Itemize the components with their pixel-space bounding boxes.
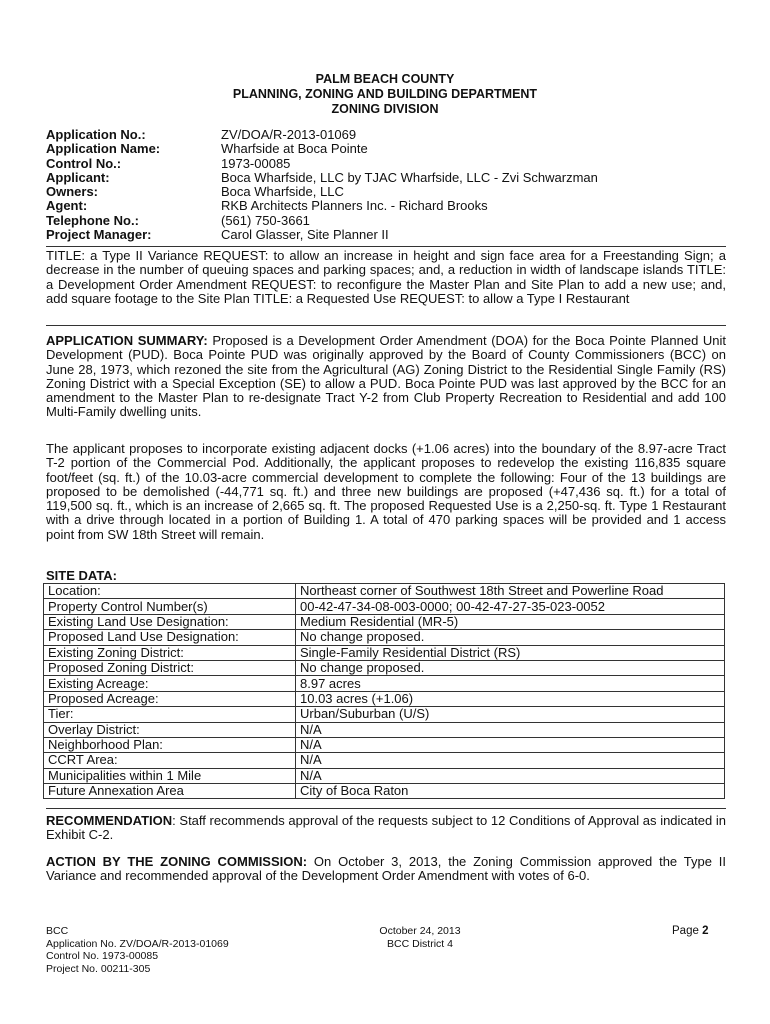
site-data-label: Existing Acreage:: [44, 676, 296, 691]
info-label: Applicant:: [46, 169, 110, 185]
site-data-value: Medium Residential (MR-5): [296, 614, 725, 629]
table-row: [44, 753, 725, 768]
site-data-label: Proposed Acreage:: [44, 691, 296, 706]
info-label: Owners:: [46, 184, 99, 200]
info-label: Application No.:: [46, 127, 146, 142]
info-row: [46, 157, 736, 171]
site-data-value: N/A: [296, 768, 725, 783]
page-number: [672, 925, 708, 938]
recommendation-paragraph: [46, 814, 726, 843]
site-data-label: Neighborhood Plan:: [44, 737, 296, 752]
footer-left: [46, 925, 229, 975]
application-info: [46, 128, 736, 242]
zoning-commission-action-paragraph: [46, 855, 726, 884]
info-value: RKB Architects Planners Inc. - Richard Brooks: [221, 198, 488, 214]
site-data-table: [43, 583, 725, 799]
info-value: Boca Wharfside, LLC: [221, 184, 344, 200]
site-data-heading: SITE DATA:: [46, 568, 118, 583]
footer-center: [360, 925, 480, 950]
table-row: [44, 737, 725, 752]
site-data-label: Overlay District:: [44, 722, 296, 737]
site-data-value: Northeast corner of Southwest 18th Street and Powerline Road: [296, 584, 725, 599]
table-row: [44, 691, 725, 706]
divider: [46, 246, 726, 247]
info-value: ZV/DOA/R-2013-01069: [221, 127, 357, 142]
site-data-value: N/A: [296, 753, 725, 768]
action-text: On October 3, 2013, the Zoning Commission approved the Type II Variance and recommended approval of the Development Order Amendment with votes of 6-0.: [46, 854, 726, 884]
footer-application-no: Application No. ZV/DOA/R-2013-01069: [46, 937, 229, 950]
footer-bcc: BCC: [46, 925, 69, 937]
summary-detail-paragraph: The applicant proposes to incorporate existing adjacent docks (+1.06 acres) into the boundary of the 8.97-acre Tract T-2 portion of the Commercial Pod. Additionally, the applicant proposes to redevelop the existing 116,835 square foot/feet (sq. ft.) of the 10.03-acre commercial development to complete the following: Four of the 13 buildings are proposed to be demolished (-44,771 sq. ft.) and three new buildings are proposed (+47,436 sq. ft.) for a total of 119,500 sq. ft., which is an increase of 2,665 sq. ft. The proposed Requested Use is a 2,250-sq. ft. Type 1 Restaurant with a drive through located in a portion of Building 1. A total of 470 parking spaces will be provided and 1 access point from SW 18th Street will remain.: [46, 441, 726, 542]
table-row: [44, 722, 725, 737]
table-row: [44, 630, 725, 645]
table-row: [44, 645, 725, 660]
info-value: Carol Glasser, Site Planner II: [221, 227, 389, 243]
table-row: [44, 707, 725, 722]
header-county: PALM BEACH COUNTY: [315, 72, 455, 86]
info-row: [46, 185, 736, 199]
site-data-label: Future Annexation Area: [44, 784, 296, 799]
divider: [46, 808, 726, 809]
recommendation-text: : Staff recommends approval of the requests subject to 12 Conditions of Approval as indicated in Exhibit C-2.: [46, 813, 726, 843]
site-data-label: Proposed Land Use Designation:: [44, 630, 296, 645]
recommendation-heading: RECOMMENDATION: [46, 813, 173, 828]
table-row: [44, 599, 725, 614]
site-data-label: CCRT Area:: [44, 753, 296, 768]
site-data-value: 00-42-47-34-08-003-0000; 00-42-47-27-35-023-0052: [296, 599, 725, 614]
info-label: Project Manager:: [46, 227, 152, 243]
table-row: [44, 768, 725, 783]
footer-project-no: Project No. 00211-305: [46, 962, 151, 975]
info-value: Wharfside at Boca Pointe: [221, 141, 368, 157]
summary-heading: APPLICATION SUMMARY:: [46, 333, 208, 348]
info-label: Telephone No.:: [46, 212, 139, 228]
header-division: ZONING DIVISION: [331, 102, 439, 116]
info-label: Agent:: [46, 198, 88, 214]
site-data-label: Proposed Zoning District:: [44, 660, 296, 675]
site-data-value: 10.03 acres (+1.06): [296, 691, 725, 706]
site-data-value: N/A: [296, 722, 725, 737]
info-label: Application Name:: [46, 141, 161, 157]
info-row: [46, 214, 736, 228]
info-row: [46, 199, 736, 213]
site-data-label: Existing Land Use Designation:: [44, 614, 296, 629]
table-row: [44, 676, 725, 691]
info-row: [46, 142, 736, 156]
site-data-label: Tier:: [44, 707, 296, 722]
info-row: [46, 128, 736, 142]
table-row: [44, 784, 725, 799]
table-row: [44, 660, 725, 675]
info-row: [46, 171, 736, 185]
application-summary-paragraph: [46, 334, 726, 420]
site-data-label: Location:: [44, 584, 296, 599]
table-row: [44, 584, 725, 599]
document-header: [0, 72, 770, 117]
info-value: Boca Wharfside, LLC by TJAC Wharfside, LLC - Zvi Schwarzman: [221, 169, 598, 185]
info-label: Control No.:: [46, 155, 122, 171]
page-number-value: 2: [702, 925, 709, 937]
info-value: 1973-00085: [221, 155, 291, 171]
info-row: [46, 228, 736, 242]
site-data-value: Urban/Suburban (U/S): [296, 707, 725, 722]
site-data-value: No change proposed.: [296, 660, 725, 675]
page-label: Page: [672, 925, 699, 937]
divider: [46, 325, 726, 326]
header-department: PLANNING, ZONING AND BUILDING DEPARTMENT: [232, 87, 538, 101]
title-request-paragraph: TITLE: a Type II Variance REQUEST: to allow an increase in height and sign face area for a Freestanding Sign; a decrease in the number of queuing spaces and parking spaces; and, a reduction in width of landscape islands TITLE: a Development Order Amendment REQUEST: to reconfigure the Master Plan and Site Plan to add a new use; and, add square footage to the Site Plan TITLE: a Requested Use REQUEST: to allow a Type I Restaurant: [46, 248, 726, 306]
site-data-label: Existing Zoning District:: [44, 645, 296, 660]
site-data-label: Municipalities within 1 Mile: [44, 768, 296, 783]
summary-text: Proposed is a Development Order Amendment (DOA) for the Boca Pointe Planned Unit Development (PUD). Boca Pointe PUD was originally approved by the Board of County Commissioners (BCC) on June 28, 1973, which rezoned the site from the Agricultural (AG) Zoning District to the Residential Single Family (RS) Zoning District with a Special Exception (SE) to allow a PUD. Boca Pointe PUD was last approved by the BCC for an amendment to the Master Plan to re-designate Tract Y-2 from Club Property Recreation to Residential and add 100 Multi-Family dwelling units.: [46, 333, 726, 420]
footer-district: BCC District 4: [387, 937, 453, 950]
info-value: (561) 750-3661: [221, 212, 310, 228]
footer-control-no: Control No. 1973-00085: [46, 950, 159, 963]
footer-date: October 24, 2013: [379, 925, 461, 937]
site-data-value: No change proposed.: [296, 630, 725, 645]
action-heading: ACTION BY THE ZONING COMMISSION:: [46, 854, 308, 869]
site-data-value: City of Boca Raton: [296, 784, 725, 799]
site-data-value: N/A: [296, 737, 725, 752]
table-row: [44, 614, 725, 629]
site-data-value: Single-Family Residential District (RS): [296, 645, 725, 660]
site-data-label: Property Control Number(s): [44, 599, 296, 614]
site-data-value: 8.97 acres: [296, 676, 725, 691]
